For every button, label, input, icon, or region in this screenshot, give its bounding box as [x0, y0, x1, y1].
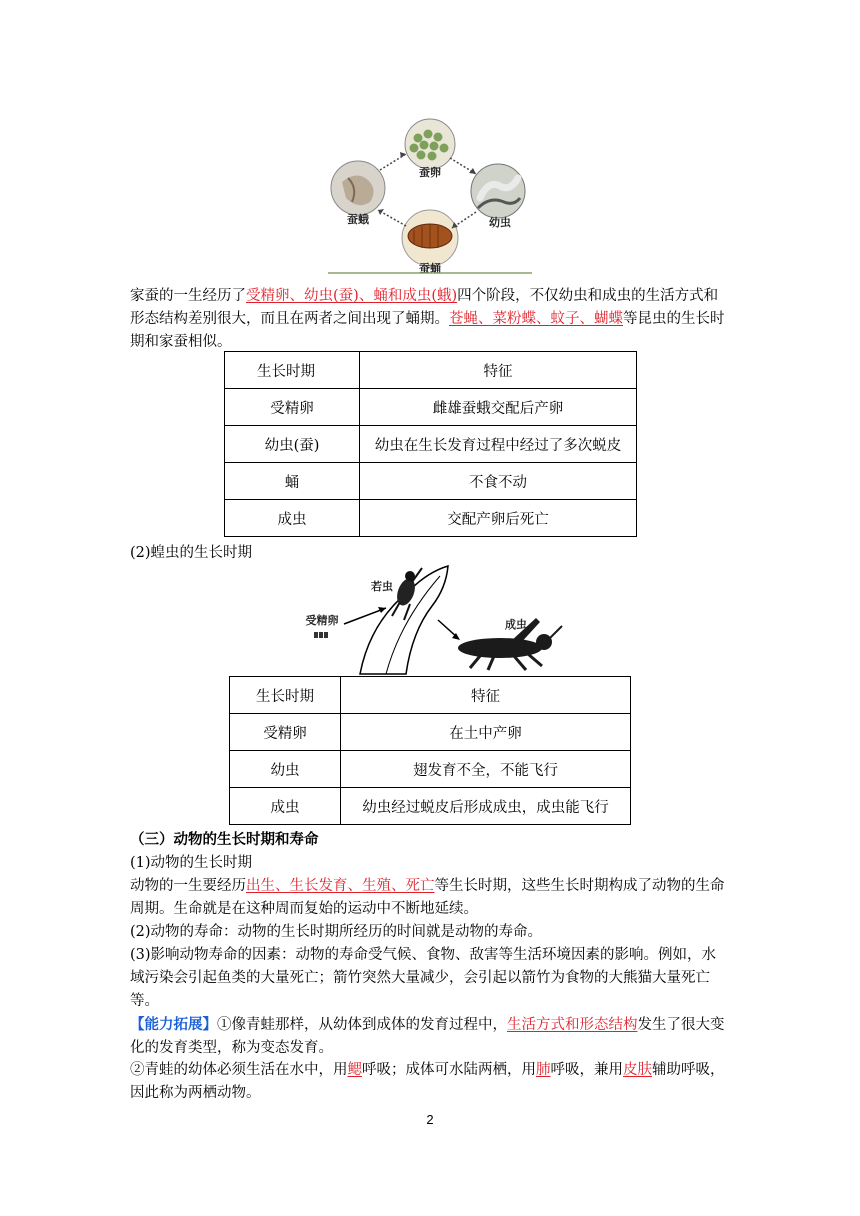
table-cell: 在土中产卵 — [341, 714, 631, 751]
table-cell: 成虫 — [230, 788, 341, 825]
page-number: 2 — [426, 1112, 434, 1127]
label-larva: 幼虫 — [489, 216, 511, 229]
locust-heading: (2)蝗虫的生长时期 — [130, 545, 253, 561]
frog-paragraph — [130, 1059, 730, 1105]
silkworm-paragraph — [130, 285, 730, 354]
text: 辅助呼吸，因此称为两栖动物。 — [130, 1062, 725, 1101]
silkworm-lifecycle-figure — [328, 118, 532, 276]
table-cell: 雌雄蚕蛾交配后产卵 — [360, 389, 637, 426]
text: 等昆虫的生长时期和家蚕相似。 — [130, 311, 725, 350]
table-cell: 幼虫(蚕) — [225, 426, 360, 463]
table-header: 特征 — [341, 677, 631, 714]
section-title: （三）动物的生长时期和寿命 — [130, 832, 319, 848]
table-header-row — [225, 352, 637, 389]
table-header: 生长时期 — [225, 352, 360, 389]
table-cell: 交配产卵后死亡 — [360, 500, 637, 537]
text: 发生了很大变化的发育类型，称为变态发育。 — [130, 1017, 725, 1056]
locust-lifecycle-figure — [300, 562, 570, 676]
subheading-growth-period: (1)动物的生长时期 — [130, 855, 253, 871]
answer-stages: 受精卵、幼虫(蚕)、蛹和成虫(蛾) — [246, 288, 458, 304]
table-row — [230, 751, 631, 788]
ability-tag: 【能力拓展】 — [130, 1016, 217, 1033]
table-header-row — [230, 677, 631, 714]
label-adult: 成虫 — [505, 618, 527, 631]
label-nymph: 若虫 — [371, 580, 393, 593]
answer-lungs: 肺 — [536, 1062, 551, 1078]
growth-period-paragraph — [130, 875, 730, 921]
table-cell: 不食不动 — [360, 463, 637, 500]
table-header: 生长时期 — [230, 677, 341, 714]
label-moth: 蚕蛾 — [347, 213, 369, 226]
text: ②青蛙的幼体必须生活在水中，用 — [130, 1062, 348, 1078]
text: 呼吸；成体可水陆两栖，用 — [362, 1062, 536, 1078]
table-row — [225, 426, 637, 463]
table-cell: 幼虫在生长发育过程中经过了多次蜕皮 — [360, 426, 637, 463]
answer-skin: 皮肤 — [623, 1062, 652, 1078]
table-row — [230, 714, 631, 751]
table-cell: 受精卵 — [230, 714, 341, 751]
text: 动物的一生要经历 — [130, 878, 246, 894]
table-cell: 翅发育不全，不能飞行 — [341, 751, 631, 788]
text: 等生长时期，这些生长时期构成了动物的生命周期。生命就是在这种周而复始的运动中不断地延续。 — [130, 878, 725, 917]
lifespan-paragraph: (2)动物的寿命：动物的生长时期所经历的时间就是动物的寿命。 — [130, 924, 543, 940]
table-cell: 成虫 — [225, 500, 360, 537]
label-egg: 蚕卵 — [419, 166, 441, 179]
silkworm-stage-table — [224, 351, 637, 537]
table-cell: 受精卵 — [225, 389, 360, 426]
label-fertilized-egg: 受精卵 — [305, 614, 339, 627]
answer-insects: 苍蝇、菜粉蝶、蚊子、蝴蝶 — [449, 311, 623, 327]
table-header: 特征 — [360, 352, 637, 389]
table-cell: 幼虫经过蜕皮后形成成虫，成虫能飞行 — [341, 788, 631, 825]
lifespan-factors-paragraph: (3)影响动物寿命的因素：动物的寿命受气候、食物、敌害等生活环境因素的影响。例如，水域污染会引起鱼类的大量死亡；箭竹突然大量减少，会引起以箭竹为食物的大熊猫大量死亡等。 — [130, 947, 717, 1009]
ability-extension-paragraph — [130, 1013, 730, 1060]
table-row — [225, 500, 637, 537]
text: ①像青蛙那样，从幼体到成体的发育过程中， — [217, 1017, 507, 1033]
answer-lifestyle-structure: 生活方式和形态结构 — [507, 1017, 638, 1033]
text: 四个阶段，不仅幼虫和成虫的生活方式和形态结构差别很大，而且在两者之间出现了蛹期。 — [130, 288, 719, 327]
label-pupa: 蚕蛹 — [419, 262, 441, 275]
table-row — [225, 389, 637, 426]
answer-gills: 鳃 — [347, 1062, 362, 1078]
text: 家蚕的一生经历了 — [130, 288, 246, 304]
locust-stage-table — [229, 676, 631, 825]
table-row — [225, 463, 637, 500]
table-cell: 蛹 — [225, 463, 360, 500]
table-row — [230, 788, 631, 825]
table-cell: 幼虫 — [230, 751, 341, 788]
answer-life-stages: 出生、生长发育、生殖、死亡 — [246, 878, 435, 894]
text: 呼吸，兼用 — [550, 1062, 623, 1078]
